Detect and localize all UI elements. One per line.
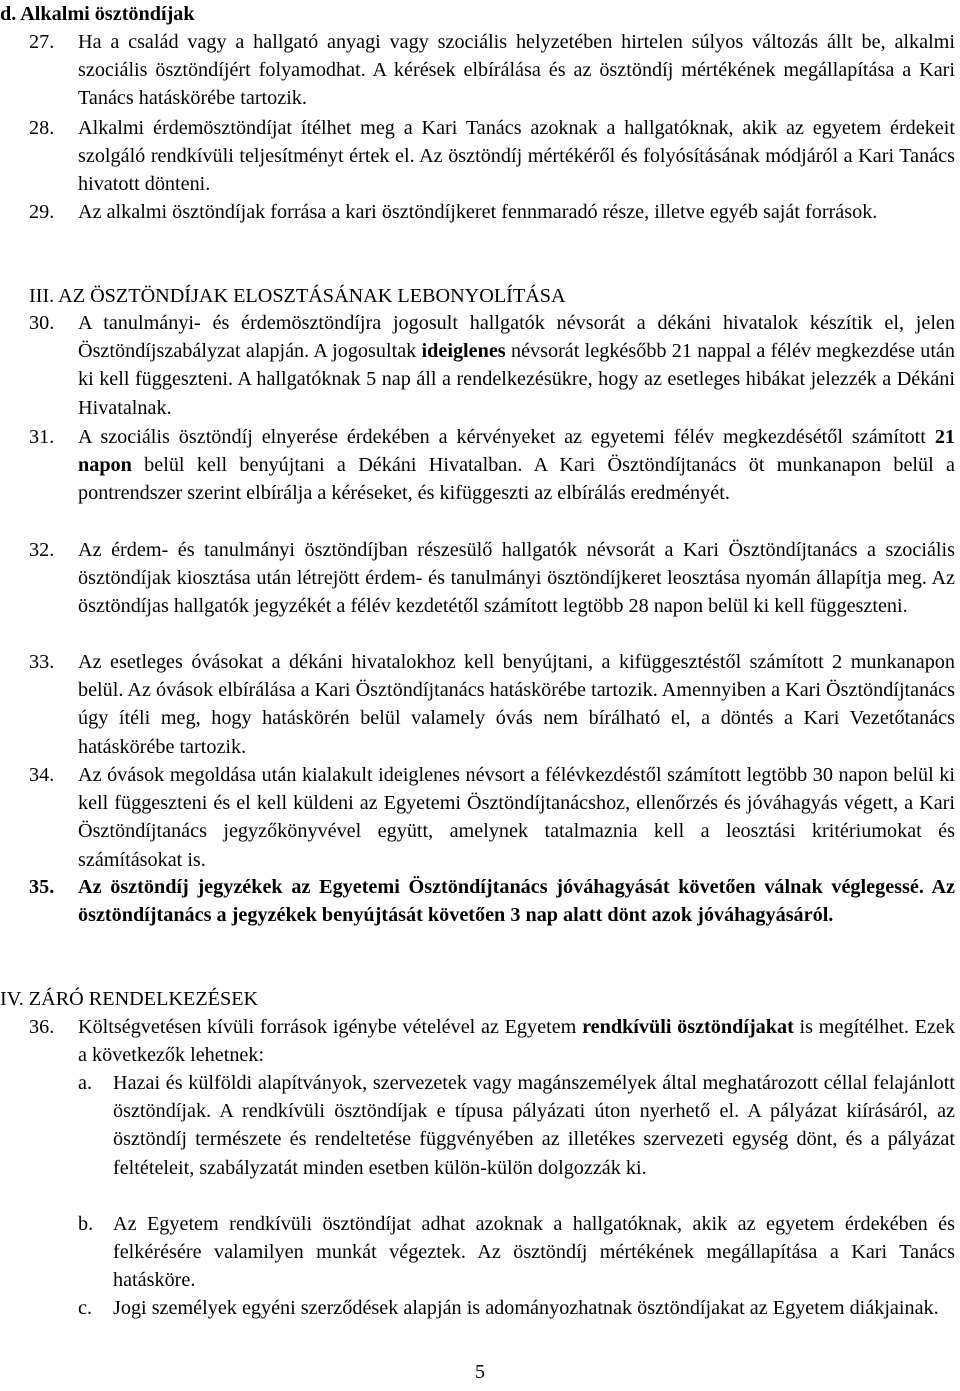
paragraph-number: 30.: [29, 312, 55, 334]
paragraph-text: A tanulmányi- és érdemösztöndíjra jogosult hallgatók névsorát a dékáni hivatalok készítik el, jelen Ösztöndíjszabályzat alapján. A jogosultak ideiglenes névsorát legkésőbb 21 nappal a félév megkezdése után ki kell függeszteni. A hallgatóknak 5 nap áll a rendelkezésükre, hogy az esetleges hibákat jelezzék a Dékáni Hivatalnak.: [78, 312, 955, 419]
paragraph-text: Az esetleges óvásokat a dékáni hivatalokhoz kell benyújtani, a kifüggesztéstől számított 2 munkanapon belül. Az óvások elbírálása a Kari Ösztöndíjtanács hatáskörébe tartozik. Amennyiben a Kari Ösztöndíjtanács úgy ítéli meg, hogy hatáskörén belül valamely óvás nem bírálható el, a döntés a Kari Vezetőtanács hatáskörébe tartozik.: [78, 651, 955, 758]
paragraph-text: Ha a család vagy a hallgató anyagi vagy szociális helyzetében hirtelen súlyos változás állt be, alkalmi szociális ösztöndíjért folyamodhat. A kérések elbírálása és az ösztöndíj mértékének megállapítása a Kari Tanács hatáskörébe tartozik.: [78, 31, 955, 110]
sub-item-b: [78, 1210, 955, 1295]
emphasis-21-napon: 21 napon: [78, 426, 955, 477]
paragraph-33: [29, 648, 955, 761]
section-heading-iv: IV. ZÁRÓ RENDELKEZÉSEK: [0, 988, 259, 1010]
section-heading-iii: III. AZ ÖSZTÖNDÍJAK ELOSZTÁSÁNAK LEBONYOLÍTÁSA: [29, 285, 566, 307]
sub-item-text: Jogi személyek egyéni szerződések alapján is adományozhatnak ösztöndíjakat az Egyetem diákjainak.: [113, 1297, 939, 1319]
emphasis-rendkivuli-osztondijakat: rendkívüli ösztöndíjakat: [582, 1016, 794, 1038]
paragraph-32: [29, 536, 955, 621]
sub-item-letter: b.: [78, 1213, 94, 1235]
paragraph-28: [29, 114, 955, 199]
paragraph-number: 28.: [29, 117, 55, 139]
paragraph-number: 29.: [29, 201, 55, 223]
page-number: 5: [474, 1361, 486, 1383]
paragraph-number: 33.: [29, 651, 55, 673]
paragraph-number: 27.: [29, 31, 55, 53]
paragraph-text: Az ösztöndíj jegyzékek az Egyetemi Ösztöndíjtanács jóváhagyását követően válnak véglegessé. Az ösztöndíjtanács a jegyzékek benyújtását követően 3 nap alatt dönt azok jóváhagyásáról.: [78, 876, 955, 927]
paragraph-text: Az érdem- és tanulmányi ösztöndíjban részesülő hallgatók névsorát a Kari Ösztöndíjtanács a szociális ösztöndíjak kiosztása után létrejött érdem- és tanulmányi ösztöndíjkeret leosztása nyomán állapítja meg. Az ösztöndíjas hallgatók jegyzékét a félév kezdetétől számított legtöbb 28 napon belül ki kell függeszteni.: [78, 539, 955, 618]
paragraph-29: [29, 198, 955, 226]
sub-item-letter: c.: [78, 1297, 93, 1319]
sub-item-text: Hazai és külföldi alapítványok, szervezetek vagy magánszemélyek által meghatározott céllal felajánlott ösztöndíjak. A rendkívüli ösztöndíjak e típusa pályázati úton nyerhető el. A pályázat kiírásáról, az ösztöndíj természete és rendeltetése függvényében az illetékes szervezeti egység dönt, és a pályázat feltételeit, szabályzatát minden esetben külön-külön dolgozzák ki.: [113, 1072, 955, 1179]
subsection-heading-d: d. Alkalmi ösztöndíjak: [0, 3, 195, 25]
paragraph-number: 34.: [29, 764, 55, 786]
emphasis-ideiglenes: ideiglenes: [421, 340, 506, 363]
sub-item-text: Az Egyetem rendkívüli ösztöndíjat adhat azoknak a hallgatóknak, akik az egyetem érdekében és felkérésére valamilyen munkát végeztek. Az ösztöndíj mértékének megállapítása a Kari Tanács hatásköre.: [113, 1213, 955, 1292]
paragraph-31: [29, 423, 955, 508]
paragraph-text: Az alkalmi ösztöndíjak forrása a kari ösztöndíjkeret fennmaradó része, illetve egyéb saját források.: [78, 201, 878, 223]
paragraph-35: [29, 873, 955, 929]
paragraph-text: A szociális ösztöndíj elnyerése érdekében a kérvényeket az egyetemi félév megkezdésétől számított 21 napon belül kell benyújtani a Dékáni Hivatalban. A Kari Ösztöndíjtanács öt munkanapon belül a pontrendszer szerint elbírálja a kéréseket, és kifüggeszti az elbírálás eredményét.: [78, 426, 955, 505]
paragraph-34: [29, 761, 955, 874]
paragraph-number: 36.: [29, 1016, 55, 1038]
paragraph-number: 32.: [29, 539, 55, 561]
paragraph-36: [29, 1013, 955, 1069]
paragraph-text: Költségvetésen kívüli források igénybe vételével az Egyetem rendkívüli ösztöndíjakat is megítélhet. Ezek a következők lehetnek:: [78, 1016, 955, 1067]
paragraph-number: 31.: [29, 426, 55, 448]
sub-item-letter: a.: [78, 1072, 93, 1094]
paragraph-30: [29, 309, 955, 422]
paragraph-text: Az óvások megoldása után kialakult ideiglenes névsort a félévkezdéstől számított legtöbb 30 napon belül ki kell függeszteni és el kell küldeni az Egyetemi Ösztöndíjtanácshoz, ellenőrzés és jóváhagyás végett, a Kari Ösztöndíjtanács jegyzőkönyvével együtt, amelynek tatalmaznia kell a leosztási kritériumokat és számításokat is.: [78, 764, 955, 871]
sub-item-c: [78, 1294, 955, 1322]
sub-item-a: [78, 1069, 955, 1182]
paragraph-number: 35.: [29, 876, 55, 898]
paragraph-27: [29, 28, 955, 113]
paragraph-text: Alkalmi érdemösztöndíjat ítélhet meg a Kari Tanács azoknak a hallgatóknak, akik az egyetem érdekeit szolgáló rendkívüli teljesítményt értek el. Az ösztöndíj mértékéről és folyósításának módjáról a Kari Tanács hivatott dönteni.: [78, 117, 955, 196]
